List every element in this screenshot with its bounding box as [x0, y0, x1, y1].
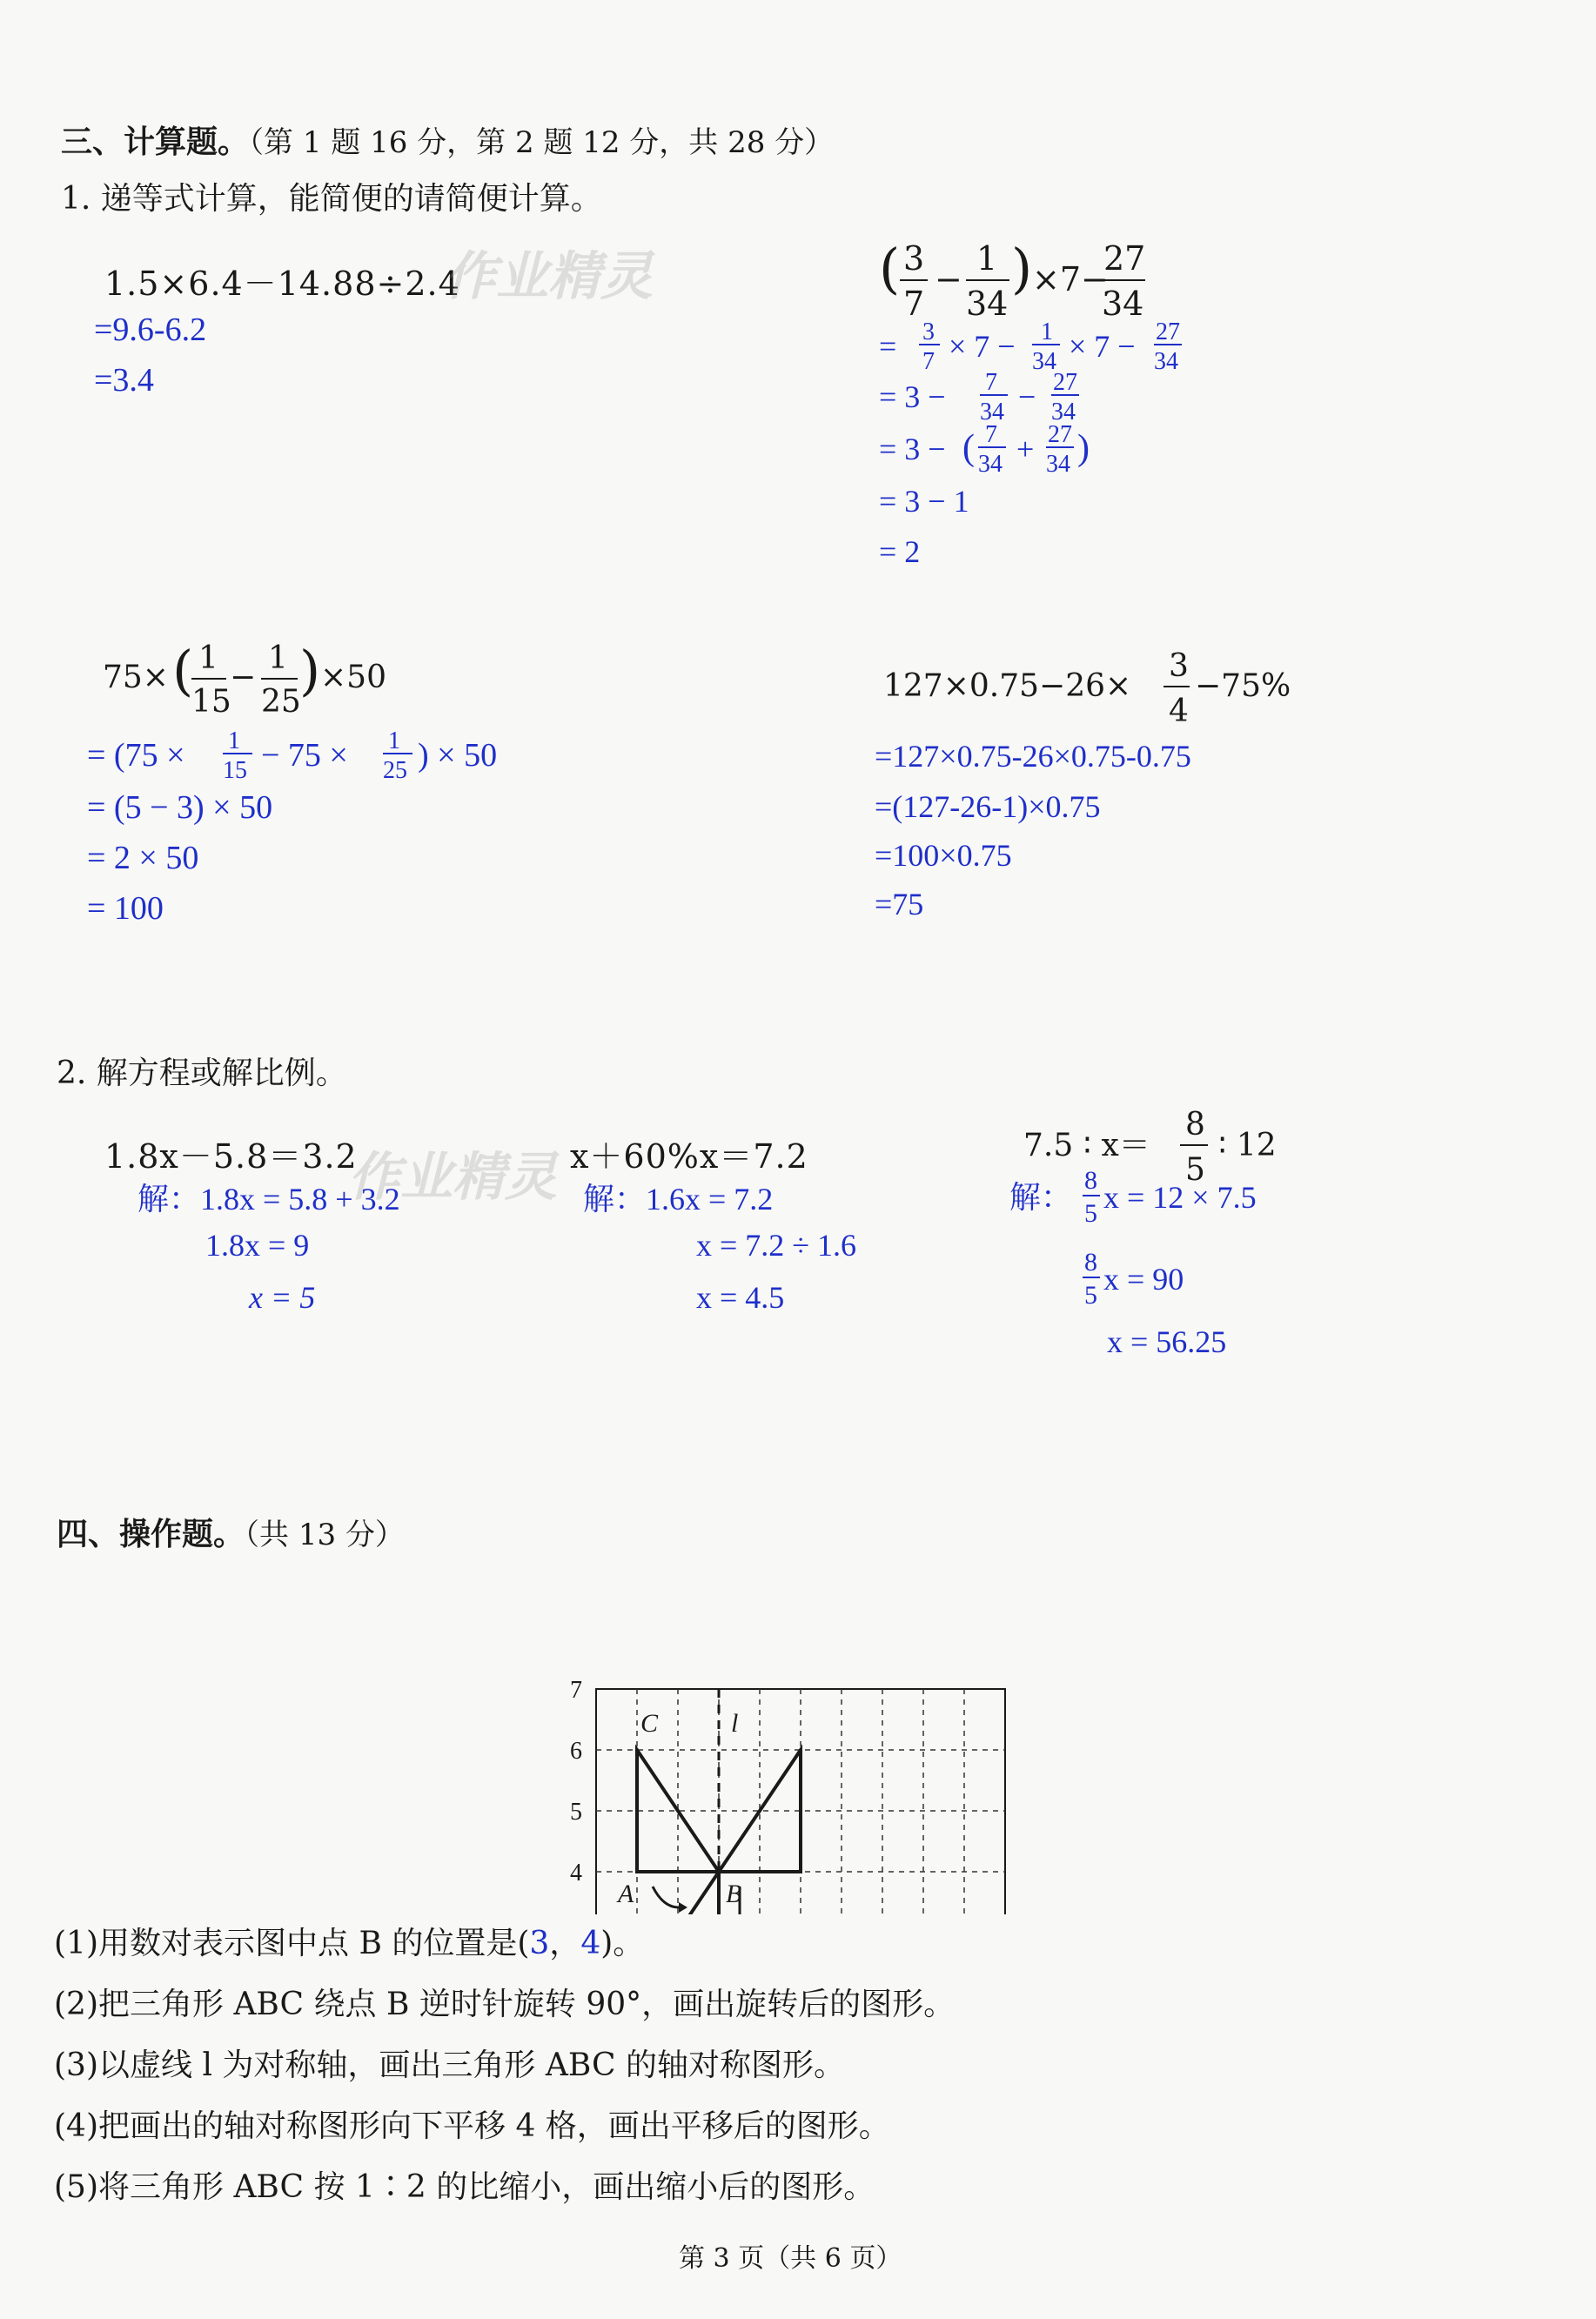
frac-den: 34 — [966, 285, 1009, 323]
frac-num: 8 — [1084, 1248, 1097, 1277]
problem-3-expression — [103, 639, 386, 720]
svg-text:(: ( — [172, 639, 194, 702]
label-b: B — [726, 1880, 742, 1908]
page-footer: 第 3 页（共 6 页） — [679, 2243, 902, 2274]
step-1-c: ) × 50 — [418, 737, 498, 774]
equation-2-step-1: 解：1.6x = 7.2 — [583, 1182, 774, 1216]
frac-den: 15 — [223, 757, 247, 784]
frac-den: 7 — [922, 348, 935, 375]
question-1-end: )。 — [600, 1926, 645, 1961]
section3-heading — [61, 117, 834, 162]
watermark-2: 作业精灵 — [348, 1147, 557, 1208]
step-4: = 3 − 1 — [879, 484, 969, 519]
label-a: A — [618, 1880, 634, 1908]
frac-den: 5 — [1185, 1152, 1205, 1188]
paren-close: ) — [1077, 428, 1090, 468]
y-tick-label: 4 — [570, 1860, 582, 1887]
frac-den: 4 — [1169, 694, 1189, 729]
eq3-step-1: x = 12 × 7.5 — [1103, 1180, 1257, 1215]
frac-num: 3 — [903, 239, 925, 278]
svg-text:): ) — [299, 639, 321, 702]
y-tick-label: 5 — [570, 1799, 582, 1826]
paren-open: ( — [879, 237, 901, 300]
frac-num: 1 — [388, 727, 400, 754]
equation-3 — [1009, 1105, 1445, 1384]
frac-den: 34 — [1046, 451, 1070, 478]
question-4: (4)把画出的轴对称图形向下平移 4 格，画出平移后的图形。 — [54, 2108, 890, 2144]
frac-num: 27 — [1053, 369, 1077, 396]
eq3-left: 7.5 ∶ x＝ — [1023, 1128, 1150, 1163]
frac-num: 3 — [922, 318, 935, 345]
problem-3 — [87, 635, 574, 948]
frac-num: 1 — [268, 640, 288, 676]
eq3-right: ∶ 12 — [1218, 1128, 1277, 1163]
answer-y: 4 — [580, 1926, 601, 1961]
frac-den: 34 — [1051, 399, 1076, 426]
frac-num: 1 — [1041, 318, 1053, 345]
section4-heading — [57, 1510, 405, 1554]
problem-1-step-1: =9.6-6.2 — [94, 312, 207, 348]
frac-den: 25 — [383, 757, 407, 784]
step-3: = 3 − — [879, 432, 946, 466]
step-1-a: = (75 × — [87, 737, 185, 774]
q2-instruction: 2. 解方程或解比例。 — [57, 1056, 347, 1091]
frac-num: 27 — [1103, 239, 1146, 278]
y-tick-label: 7 — [570, 1677, 582, 1704]
rotation-arrow-head — [679, 1902, 687, 1913]
step-2: = (5 − 3) × 50 — [87, 789, 273, 826]
frac-num: 7 — [985, 421, 997, 448]
question-2: (2)把三角形 ABC 绕点 B 逆时针旋转 90°，画出旋转后的图形。 — [54, 1987, 956, 2022]
rotation-arrow — [653, 1887, 679, 1907]
eq3-jie: 解： — [1009, 1180, 1073, 1215]
question-3: (3)以虚线 l 为对称轴，画出三角形 ABC 的轴对称图形。 — [54, 2048, 845, 2083]
q1-instruction: 1. 递等式计算，能简便的请简便计算。 — [61, 181, 602, 217]
answer-x: 3 — [529, 1926, 550, 1961]
question-1 — [54, 1919, 644, 1963]
equation-1-step-2: 1.8x = 9 — [205, 1228, 310, 1263]
problem-1-step-2: =3.4 — [94, 362, 154, 399]
comma: ， — [549, 1926, 581, 1961]
op: × 7 − — [1069, 329, 1136, 364]
section4-points: （共 13 分） — [245, 1518, 405, 1552]
frac-num: 1 — [976, 239, 998, 278]
frac-den: 34 — [1032, 348, 1056, 375]
problem-4-step-2: =(127-26-1)×0.75 — [875, 789, 1101, 824]
frac-num: 8 — [1185, 1107, 1205, 1143]
frac-num: 1 — [228, 727, 240, 754]
times-seven: ×7− — [1032, 260, 1109, 298]
equation-2: x＋60%x＝7.2 — [570, 1137, 808, 1176]
label-c: C — [640, 1709, 659, 1738]
frac-den: 34 — [978, 451, 1003, 478]
frac-num: 7 — [985, 369, 997, 396]
frac-den: 5 — [1084, 1199, 1097, 1228]
frac-num: 8 — [1084, 1166, 1097, 1195]
problem-2-expression — [879, 237, 1145, 323]
svg-text:−: − — [230, 660, 257, 695]
label-l: l — [731, 1709, 739, 1738]
op: + — [1016, 432, 1035, 466]
frac-num: 3 — [1169, 648, 1189, 684]
step-4: = 100 — [87, 890, 164, 927]
problem-4-step-3: =100×0.75 — [875, 838, 1012, 873]
frac-num: 27 — [1156, 318, 1180, 345]
svg-text:75×: 75× — [103, 660, 169, 695]
problem-4 — [883, 648, 1318, 735]
frac-den: 5 — [1084, 1281, 1097, 1310]
frac-den: 15 — [191, 684, 231, 720]
eq3-step-3: x = 56.25 — [1107, 1324, 1227, 1359]
equation-1-step-1: 解：1.8x = 5.8 + 3.2 — [137, 1182, 400, 1216]
equation-1-step-3: x = 5 — [249, 1280, 316, 1315]
coordinate-grid — [557, 1566, 1044, 1914]
eq-sign: = — [879, 329, 897, 364]
step-1-b: − 75 × — [261, 737, 348, 774]
problem-3-steps — [87, 727, 497, 927]
problem-1: 1.5×6.4－14.88÷2.4 — [104, 265, 460, 303]
problem-2 — [879, 235, 1366, 574]
problem-4-step-4: =75 — [875, 887, 924, 922]
svg-text:×50: ×50 — [320, 660, 386, 695]
question-5: (5)将三角形 ABC 按 1∶2 的比缩小，画出缩小后的图形。 — [54, 2169, 875, 2205]
question-1-text: (1)用数对表示图中点 B 的位置是( — [54, 1926, 530, 1961]
equation-2-step-2: x = 7.2 ÷ 1.6 — [696, 1228, 857, 1263]
paren-open: ( — [962, 428, 975, 468]
eq3-step-2: x = 90 — [1103, 1262, 1184, 1297]
frac-den: 7 — [903, 285, 925, 323]
eq-sign: = 3 − — [879, 379, 946, 414]
y-tick-label: 6 — [570, 1738, 582, 1765]
op: − — [1018, 379, 1036, 414]
svg-text:−75%: −75% — [1195, 668, 1291, 704]
section3-title: 三、计算题。 — [61, 124, 250, 160]
paren-close: ) — [1011, 237, 1033, 300]
problem-2-steps — [879, 318, 1182, 569]
step-3: = 2 × 50 — [87, 840, 199, 876]
step-5: = 2 — [879, 534, 921, 569]
frac-den: 34 — [1154, 348, 1178, 375]
op: × 7 − — [949, 329, 1016, 364]
frac-den: 34 — [980, 399, 1004, 426]
section3-points: （第 1 题 16 分，第 2 题 12 分，共 28 分） — [249, 125, 835, 160]
section4-title: 四、操作题。 — [57, 1517, 245, 1552]
frac-num: 1 — [198, 640, 218, 676]
problem-4-step-1: =127×0.75-26×0.75-0.75 — [875, 739, 1191, 774]
equation-2-step-3: x = 4.5 — [696, 1280, 785, 1315]
frac-num: 27 — [1048, 421, 1072, 448]
frac-den: 34 — [1102, 285, 1144, 323]
watermark: 作业精灵 — [444, 246, 653, 307]
equation-1: 1.8x－5.8＝3.2 — [104, 1137, 358, 1176]
svg-text:127×0.75−26×: 127×0.75−26× — [883, 668, 1132, 704]
minus-sign: − — [935, 260, 962, 298]
frac-den: 25 — [261, 684, 301, 720]
